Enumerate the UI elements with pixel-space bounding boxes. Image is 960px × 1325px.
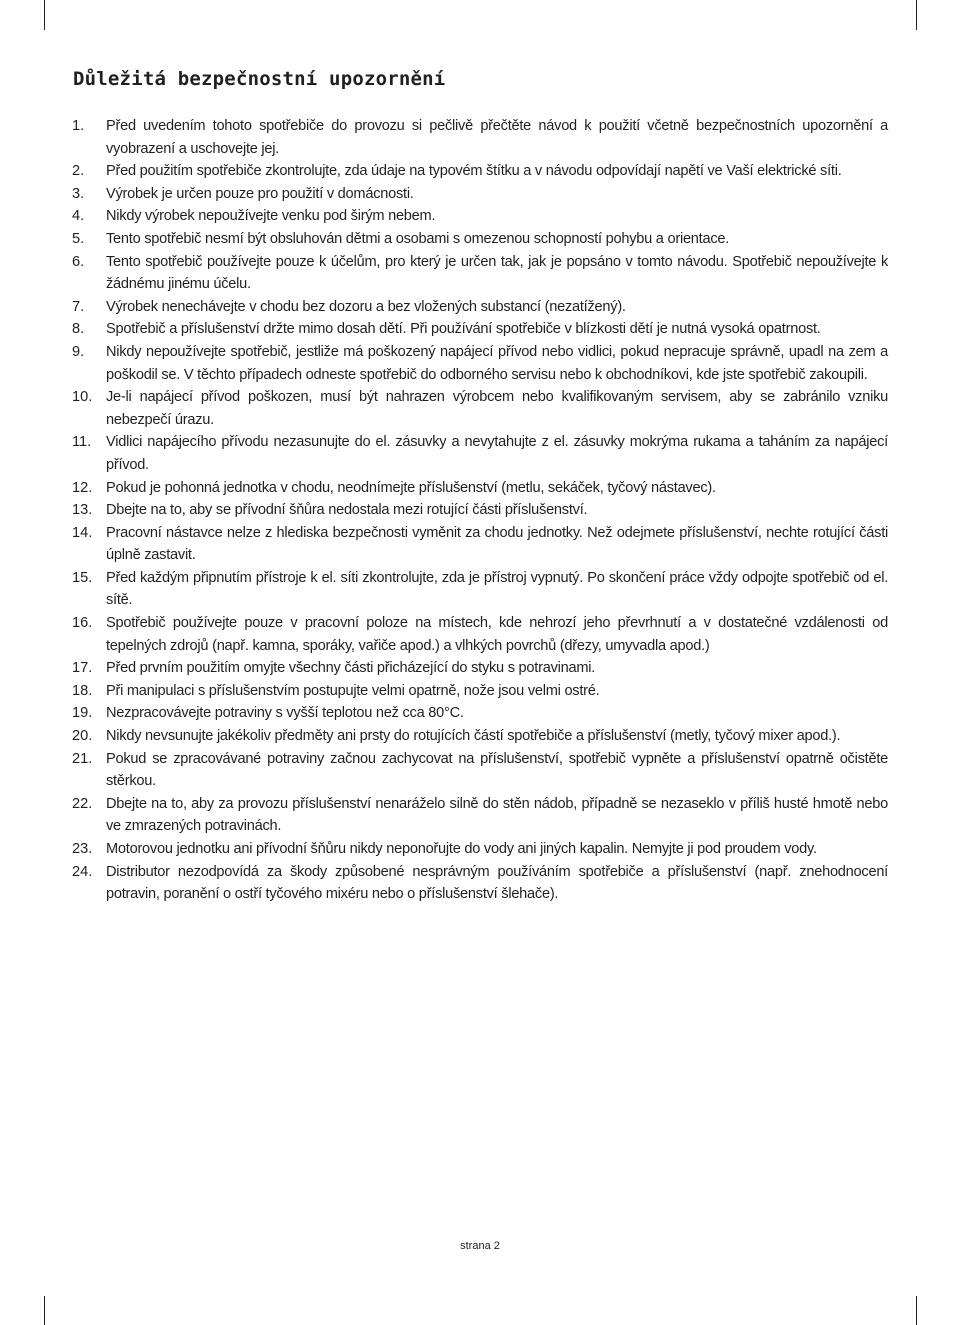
list-item xyxy=(72,183,888,206)
item-text: Před prvním použitím omyjte všechny části přicházející do styku s potravinami. xyxy=(106,660,596,677)
item-number: 18. xyxy=(72,682,93,699)
item-text: Spotřebič a příslušenství držte mimo dosah dětí. Při používání spotřebiče v blízkosti dětí je nutná vysoká opatrnost. xyxy=(106,321,821,338)
page-title: Důležitá bezpečnostní upozornění xyxy=(73,68,446,90)
item-number: 2. xyxy=(72,163,85,180)
list-item xyxy=(72,838,888,861)
crop-mark-bottom-right xyxy=(916,1296,917,1325)
item-number: 10. xyxy=(72,389,93,406)
page-number: strana 2 xyxy=(460,1240,500,1252)
item-text: Je-li napájecí přívod poškozen, musí být nahrazen výrobcem nebo kvalifikovaným servisem, aby se zabránilo vzniku nebezpečí úrazu. xyxy=(106,389,888,428)
item-number: 12. xyxy=(72,479,93,496)
list-item xyxy=(72,861,888,906)
list-item xyxy=(72,431,888,476)
list-item xyxy=(72,725,888,748)
list-item xyxy=(72,341,888,386)
list-item xyxy=(72,680,888,703)
list-item xyxy=(72,522,888,567)
list-item xyxy=(72,386,888,431)
item-text: Pokud je pohonná jednotka v chodu, neodnímejte příslušenství (metlu, sekáček, tyčový nástavec). xyxy=(106,479,716,496)
list-item xyxy=(72,477,888,500)
item-number: 17. xyxy=(72,660,93,677)
item-number: 7. xyxy=(72,298,85,315)
item-number: 24. xyxy=(72,863,93,880)
item-text: Pokud se zpracovávané potraviny začnou zachycovat na příslušenství, spotřebič vypněte a příslušenství opatrně očistěte stěrkou. xyxy=(106,750,888,790)
list-item xyxy=(72,296,888,319)
item-text: Výrobek nenechávejte v chodu bez dozoru a bez vložených substancí (nezatížený). xyxy=(106,298,626,315)
item-text: Motorovou jednotku ani přívodní šňůru nikdy neponořujte do vody ani jiných kapalin. Nemyjte ji pod proudem vody. xyxy=(106,841,817,857)
item-number: 15. xyxy=(72,569,93,586)
item-text: Před každým připnutím přístroje k el. síti zkontrolujte, zda je přístroj vypnutý. Po skončení práce vždy odpojte spotřebič od el. sítě. xyxy=(106,569,888,609)
list-item xyxy=(72,657,888,680)
item-number: 8. xyxy=(72,321,85,338)
item-number: 3. xyxy=(72,185,85,202)
list-item xyxy=(72,205,888,228)
item-text: Před uvedením tohoto spotřebiče do provozu si pečlivě přečtěte návod k použití včetně bezpečnostních upozornění a vyobrazení a uschovejte jej. xyxy=(106,118,888,157)
item-text: Nikdy nevsunujte jakékoliv předměty ani prsty do rotujících částí spotřebiče a příslušenství (metly, tyčový mixer apod.). xyxy=(106,728,841,745)
item-text: Před použitím spotřebiče zkontrolujte, zda údaje na typovém štítku a v návodu odpovídají napětí ve Vaší elektrické síti. xyxy=(106,163,842,180)
crop-mark-bottom-left xyxy=(44,1296,45,1325)
item-text: Výrobek je určen pouze pro použití v domácnosti. xyxy=(106,185,414,202)
list-item xyxy=(72,748,888,793)
item-text: Dbejte na to, aby za provozu příslušenství nenaráželo silně do stěn nádob, případně se nezaseklo v příliš husté hmotě nebo ve zmrazených potravinách. xyxy=(106,795,888,835)
item-text: Pracovní nástavce nelze z hlediska bezpečnosti vyměnit za chodu jednotky. Než odejmete příslušenství, nechte rotující části úplně zastavit. xyxy=(106,524,888,564)
item-text: Spotřebič používejte pouze v pracovní poloze na místech, kde nehrozí jeho převrhnutí a v dostatečné vzdálenosti od tepelných zdrojů (např. kamna, sporáky, vařiče apod.) a vlhkých povrchů (dřezy, umyvadla apod.) xyxy=(106,615,888,654)
list-item xyxy=(72,567,888,612)
item-number: 21. xyxy=(72,750,93,767)
item-number: 13. xyxy=(72,502,93,519)
item-text: Nezpracovávejte potraviny s vyšší teplotou než cca 80°C. xyxy=(106,705,464,722)
item-text: Tento spotřebič nesmí být obsluhován dětmi a osobami s omezenou schopností pohybu a orientace. xyxy=(106,230,730,247)
page-footer xyxy=(0,1240,960,1252)
item-number: 23. xyxy=(72,841,93,857)
crop-mark-top-left xyxy=(44,0,45,30)
list-item xyxy=(72,115,888,160)
item-text: Distributor nezodpovídá za škody způsobené nesprávným používáním spotřebiče a příslušenství (např. znehodnocení potravin, poranění o ostří tyčového mixéru nebo o příslušenství šlehače). xyxy=(106,863,888,903)
item-text: Vidlici napájecího přívodu nezasunujte do el. zásuvky a nevytahujte z el. zásuvky mokrýma rukama a taháním za napájecí přívod. xyxy=(106,434,888,473)
list-item xyxy=(72,793,888,838)
crop-mark-top-right xyxy=(916,0,917,30)
item-text: Dbejte na to, aby se přívodní šňůra nedostala mezi rotující části příslušenství. xyxy=(106,502,588,519)
list-item xyxy=(72,251,888,296)
list-item xyxy=(72,318,888,341)
item-number: 5. xyxy=(72,230,85,247)
list-item xyxy=(72,702,888,725)
item-text: Při manipulaci s příslušenstvím postupujte velmi opatrně, nože jsou velmi ostré. xyxy=(106,682,600,699)
item-number: 11. xyxy=(72,434,92,451)
item-number: 4. xyxy=(72,208,85,225)
item-number: 9. xyxy=(72,343,85,360)
item-number: 1. xyxy=(72,118,85,134)
item-number: 6. xyxy=(72,253,85,270)
item-number: 14. xyxy=(72,524,93,541)
safety-instructions-list xyxy=(72,115,888,906)
item-number: 20. xyxy=(72,728,93,745)
item-number: 19. xyxy=(72,705,93,722)
list-item xyxy=(72,228,888,251)
list-item xyxy=(72,160,888,183)
item-number: 22. xyxy=(72,795,93,812)
item-text: Nikdy výrobek nepoužívejte venku pod širým nebem. xyxy=(106,208,436,225)
list-item xyxy=(72,612,888,657)
item-text: Tento spotřebič používejte pouze k účelům, pro který je určen tak, jak je popsáno v tomto návodu. Spotřebič nepoužívejte k žádnému jinému účelu. xyxy=(106,253,888,293)
item-number: 16. xyxy=(72,615,93,632)
item-text: Nikdy nepoužívejte spotřebič, jestliže má poškozený napájecí přívod nebo vidlici, pokud nepracuje správně, upadl na zem a poškodil se. V těchto případech odneste spotřebič do odborného servisu nebo k obchodníkovi, kde jste spotřebič zakoupili. xyxy=(106,343,888,383)
list-item xyxy=(72,499,888,522)
